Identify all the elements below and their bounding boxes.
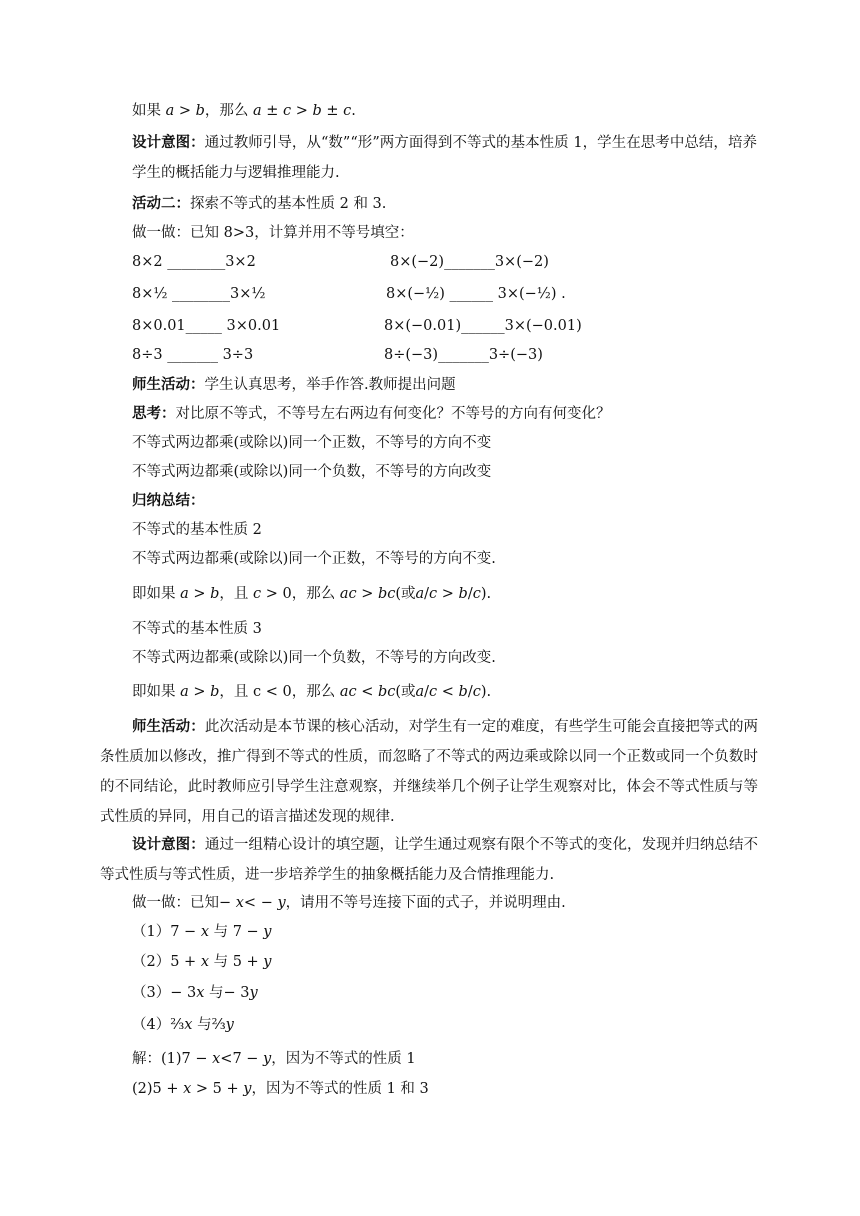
property-2-title: 不等式的基本性质 2 bbox=[132, 522, 262, 538]
ts-activity-2-label: 师生活动： bbox=[132, 719, 205, 735]
solution-1: 解：(1)7 − 𝑥<7 − 𝑦，因为不等式的性质 1 bbox=[132, 1051, 416, 1067]
think-question bbox=[132, 404, 611, 424]
summary-label: 归纳总结： bbox=[132, 493, 205, 509]
exercise-3-right: 8×(−0.01)______3×(−0.01) bbox=[384, 318, 582, 334]
ts-activity-label: 师生活动： bbox=[132, 377, 205, 393]
exercise-2-right: 8×(−½) ______ 3×(−½) . bbox=[386, 286, 566, 302]
property-3-title: 不等式的基本性质 3 bbox=[132, 621, 262, 637]
property-2-formula: 即如果 𝑎 > 𝑏，且 𝑐 > 0，那么 𝑎𝑐 > 𝑏𝑐(或𝑎/𝑐 > 𝑏/𝑐). bbox=[132, 586, 492, 602]
activity-2 bbox=[132, 194, 386, 214]
ts-activity-text: 学生认真思考，举手作答.教师提出问题 bbox=[204, 377, 456, 393]
think-text: 对比原不等式，不等号左右两边有何变化？不等号的方向有何变化？ bbox=[175, 406, 611, 422]
ts-activity-2-text: 此次活动是本节课的核心活动，对学生有一定的难度，有些学生可能会直接把等式的两条性质加以修改，推广得到不等式的性质，而忽略了不等式的两边乘或除以同一个正数或同一个负数时的不同结论，此时教师应引导学生注意观察，并继续举几个例子让学生观察对比，体会不等式性质与等式性质的异同，用自己的语言描述发现的规律. bbox=[100, 719, 759, 825]
property-3-text: 不等式两边都乘(或除以)同一个负数，不等号的方向改变. bbox=[132, 650, 496, 666]
try-it-1: 做一做：已知 8>3，计算并用不等号填空： bbox=[132, 225, 414, 241]
property1-formula: 如果 𝑎 > 𝑏，那么 𝑎 ± 𝑐 > 𝑏 ± 𝑐. bbox=[132, 103, 356, 119]
design-intent-2 bbox=[100, 830, 758, 890]
activity-2-text: 探索不等式的基本性质 2 和 3. bbox=[190, 196, 387, 212]
question-3: （3）− 3𝑥 与− 3𝑦 bbox=[132, 985, 258, 1001]
teacher-student-activity-1 bbox=[132, 375, 456, 395]
design-intent-label: 设计意图： bbox=[132, 135, 205, 151]
design-intent-2-text: 通过一组精心设计的填空题，让学生通过观察有限个不等式的变化，发现并归纳总结不等式性质与等式性质，进一步培养学生的抽象概括能力及合情推理能力. bbox=[100, 837, 759, 883]
design-intent-1 bbox=[132, 128, 757, 188]
exercise-4-right: 8÷(−3)_______3÷(−3) bbox=[384, 347, 543, 363]
think-label: 思考： bbox=[132, 406, 176, 422]
exercise-3-left: 8×0.01_____ 3×0.01 bbox=[132, 318, 281, 334]
property-3-formula: 即如果 𝑎 > 𝑏，且 c < 0，那么 𝑎𝑐 < 𝑏𝑐(或𝑎/𝑐 < 𝑏/𝑐). bbox=[132, 684, 492, 700]
exercise-4-left: 8÷3 _______ 3÷3 bbox=[132, 347, 254, 363]
question-4: （4）⅔𝑥 与⅔𝑦 bbox=[132, 1017, 234, 1033]
question-1: （1）7 − 𝑥 与 7 − 𝑦 bbox=[132, 924, 272, 940]
exercise-2-left: 8×½ ________3×½ bbox=[132, 286, 266, 302]
property-2-text: 不等式两边都乘(或除以)同一个正数，不等号的方向不变. bbox=[132, 551, 496, 567]
question-2: （2）5 + 𝑥 与 5 + 𝑦 bbox=[132, 954, 272, 970]
design-intent-2-label: 设计意图： bbox=[132, 837, 205, 853]
try-it-2: 做一做：已知− 𝑥< − 𝑦，请用不等号连接下面的式子，并说明理由. bbox=[132, 895, 566, 911]
exercise-1-right: 8×(−2)_______3×(−2) bbox=[390, 254, 549, 270]
positive-rule: 不等式两边都乘(或除以)同一个正数，不等号的方向不变 bbox=[132, 435, 492, 451]
activity-2-label: 活动二： bbox=[132, 196, 190, 212]
negative-rule: 不等式两边都乘(或除以)同一个负数，不等号的方向改变 bbox=[132, 464, 492, 480]
teacher-student-activity-2 bbox=[100, 712, 758, 832]
design-intent-text: 通过教师引导，从“数”“形”两方面得到不等式的基本性质 1，学生在思考中总结，培养学生的概括能力与逻辑推理能力. bbox=[132, 135, 757, 181]
solution-2: (2)5 + 𝑥 > 5 + 𝑦，因为不等式的性质 1 和 3 bbox=[132, 1081, 429, 1097]
exercise-1-left: 8×2 ________3×2 bbox=[132, 254, 256, 270]
